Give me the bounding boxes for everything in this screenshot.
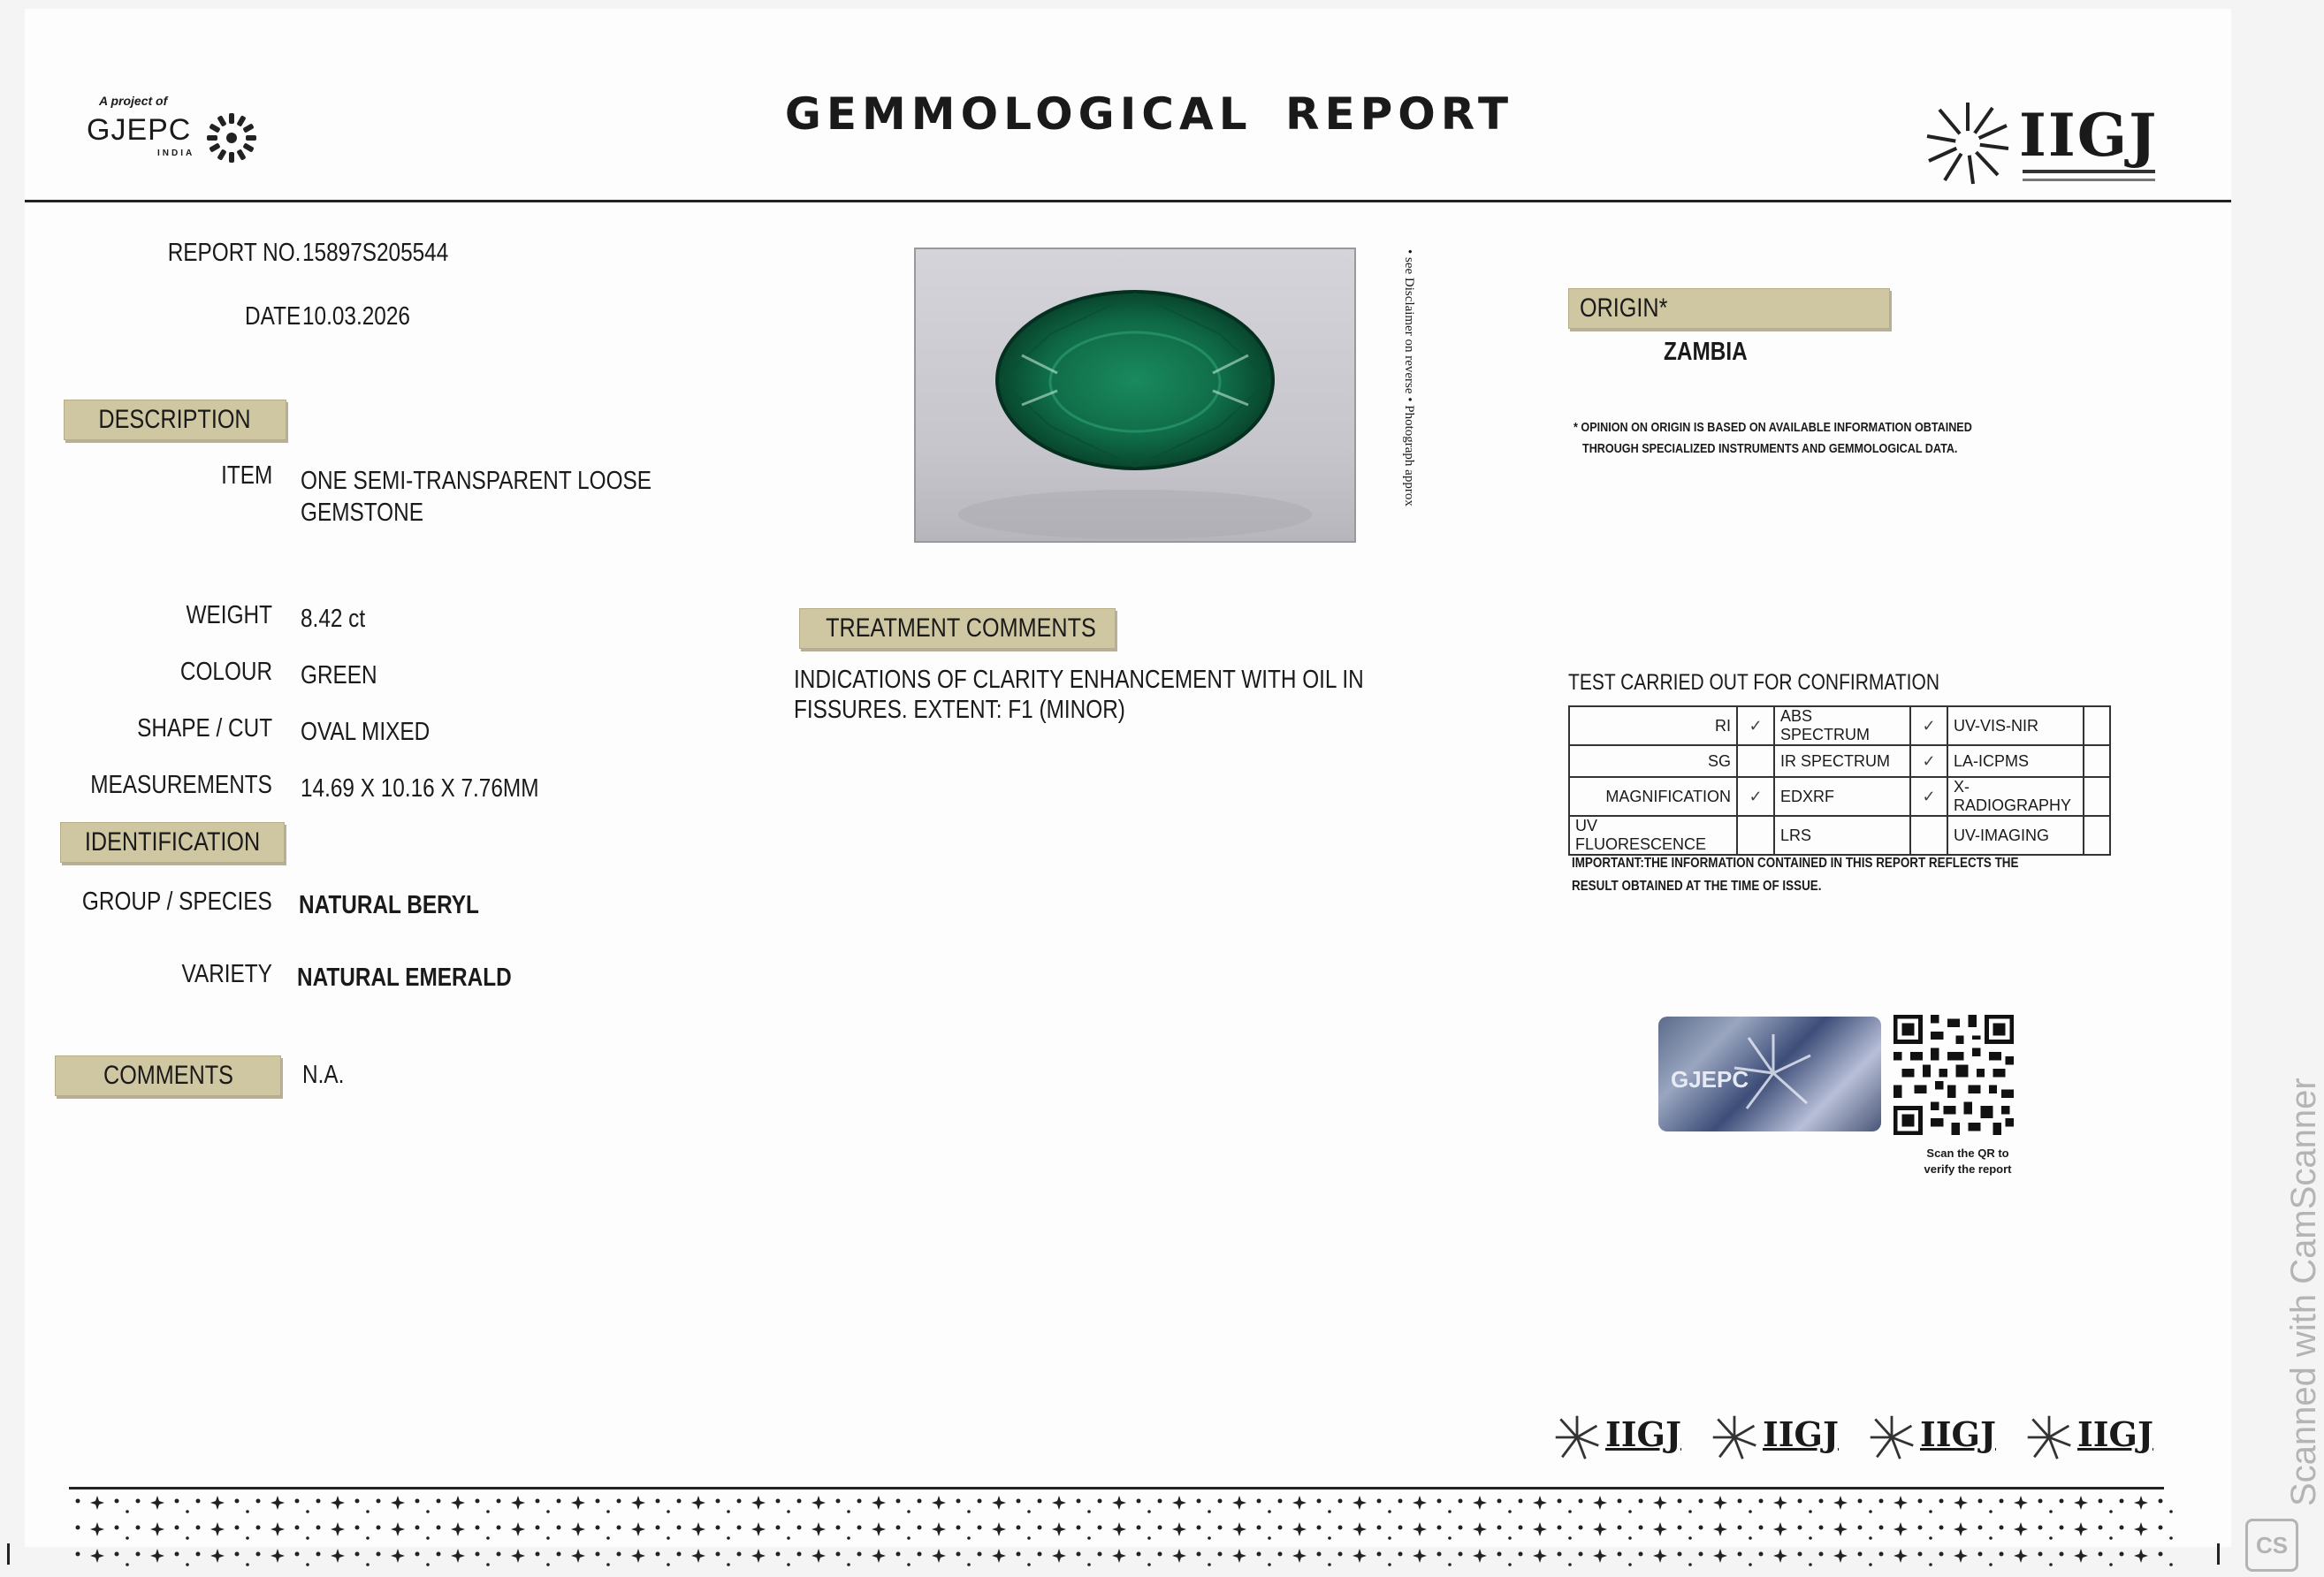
iigj-burst-icon (2024, 1411, 2074, 1464)
test-cell: UV-VIS-NIR (1947, 706, 2084, 745)
test-cell: RI (1569, 706, 1737, 745)
table-row (1569, 777, 2110, 816)
test-cell: LA-ICPMS (1947, 745, 2084, 777)
iigj-logo (1924, 87, 2171, 193)
check-cell (1737, 745, 1774, 777)
shape-label: SHAPE / CUT (137, 714, 272, 743)
table-row (1569, 745, 2110, 777)
group-value: NATURAL BERYL (299, 891, 479, 919)
test-cell: MAGNIFICATION (1569, 777, 1737, 816)
tests-heading: TEST CARRIED OUT FOR CONFIRMATION (1568, 670, 1940, 695)
test-cell (2084, 706, 2110, 745)
weight-value: 8.42 ct (301, 605, 366, 633)
test-cell: IR SPECTRUM (1774, 745, 1910, 777)
test-cell: SG (1569, 745, 1737, 777)
camscanner-badge: CS (2245, 1519, 2298, 1572)
hologram-text: GJEPC (1671, 1066, 1749, 1093)
test-cell: EDXRF (1774, 777, 1910, 816)
treatment-heading: TREATMENT COMMENTS (799, 608, 1116, 649)
colour-label: COLOUR (179, 658, 272, 686)
iigj-subline (2023, 179, 2155, 181)
test-cell: ABS SPECTRUM (1774, 706, 1910, 745)
gjepc-name: GJEPC (87, 113, 192, 147)
origin-note: * OPINION ON ORIGIN IS BASED ON AVAILABLE INFORMATION OBTAINED THROUGH SPECIALIZED INSTRUMENTS AND GEMMOLOGICAL DATA. (1573, 420, 1972, 456)
iigj-name: IIGJ (2019, 101, 2159, 170)
gjepc-country: INDIA (157, 149, 195, 158)
watermark-logo: IIGJ (2024, 1411, 2074, 1468)
camscanner-watermark: Scanned with CamScanner (2284, 1078, 2323, 1506)
test-cell: UV FLUORESCENCE (1569, 816, 1737, 855)
identification-heading: IDENTIFICATION (60, 822, 285, 863)
check-cell (1737, 816, 1774, 855)
page-title: GEMMOLOGICAL REPORT (784, 88, 1514, 140)
test-cell (2084, 777, 2110, 816)
qr-code-icon[interactable] (1893, 1015, 2014, 1135)
gjepc-tagline: A project of (99, 94, 168, 108)
test-cell: UV-IMAGING (1947, 816, 2084, 855)
date-label: DATE (244, 302, 301, 331)
colour-value: GREEN (301, 661, 377, 689)
footer-divider (69, 1487, 2164, 1489)
test-cell: LRS (1774, 816, 1910, 855)
origin-value: ZAMBIA (1664, 338, 1748, 366)
test-cell: X-RADIOGRAPHY (1947, 777, 2084, 816)
weight-label: WEIGHT (186, 601, 272, 629)
check-icon: ✓ (1910, 777, 1947, 816)
watermark-row (1552, 1411, 2171, 1473)
check-cell (1910, 816, 1947, 855)
check-icon: ✓ (1737, 706, 1774, 745)
important-note: IMPORTANT:THE INFORMATION CONTAINED IN THIS REPORT REFLECTS THE RESULT OBTAINED AT THE TIME OF ISSUE. (1572, 856, 2019, 894)
gemstone-photo (914, 248, 1356, 543)
star-pattern-border (71, 1492, 2175, 1572)
check-icon: ✓ (1910, 706, 1947, 745)
variety-label: VARIETY (181, 960, 272, 988)
date-value: 10.03.2026 (302, 302, 410, 331)
tests-table (1568, 705, 2111, 856)
description-heading: DESCRIPTION (64, 400, 286, 440)
emerald-image (916, 249, 1354, 541)
report-no-value: 15897S205544 (302, 239, 449, 267)
iigj-subline (2023, 170, 2155, 173)
photo-caption: • see Disclaimer on reverse • Photograph approx (1402, 249, 1416, 507)
measurements-value: 14.69 X 10.16 X 7.76MM (301, 774, 539, 803)
test-cell (2084, 745, 2110, 777)
measurements-label: MEASUREMENTS (90, 771, 272, 799)
test-cell (2084, 816, 2110, 855)
watermark-logo: IIGJ (1710, 1411, 1759, 1468)
variety-value: NATURAL EMERALD (297, 964, 512, 992)
comments-value: N.A. (302, 1061, 345, 1089)
treatment-value: INDICATIONS OF CLARITY ENHANCEMENT WITH OIL IN FISSURES. EXTENT: F1 (MINOR) (794, 666, 1364, 724)
shape-value: OVAL MIXED (301, 718, 431, 746)
header-divider (25, 200, 2231, 202)
crop-mark (7, 1543, 10, 1565)
report-no-label: REPORT NO. (167, 239, 301, 267)
item-value: ONE SEMI-TRANSPARENT LOOSE GEMSTONE (301, 467, 652, 527)
check-icon: ✓ (1737, 777, 1774, 816)
hologram-seal (1658, 1017, 1881, 1131)
qr-caption: Scan the QR to verify the report (1924, 1147, 2012, 1176)
watermark-logo: IIGJ (1867, 1411, 1916, 1468)
item-label: ITEM (220, 461, 272, 490)
iigj-burst-icon (1924, 99, 2012, 187)
group-label: GROUP / SPECIES (82, 888, 272, 916)
iigj-burst-icon (1552, 1411, 1602, 1464)
iigj-burst-icon (1710, 1411, 1759, 1464)
iigj-burst-icon (1867, 1411, 1916, 1464)
crop-mark (2217, 1543, 2220, 1565)
check-icon: ✓ (1910, 745, 1947, 777)
table-row (1569, 706, 2110, 745)
watermark-logo: IIGJ (1552, 1411, 1602, 1468)
comments-heading: COMMENTS (55, 1055, 281, 1096)
table-row (1569, 816, 2110, 855)
origin-heading: ORIGIN* (1568, 288, 1890, 329)
